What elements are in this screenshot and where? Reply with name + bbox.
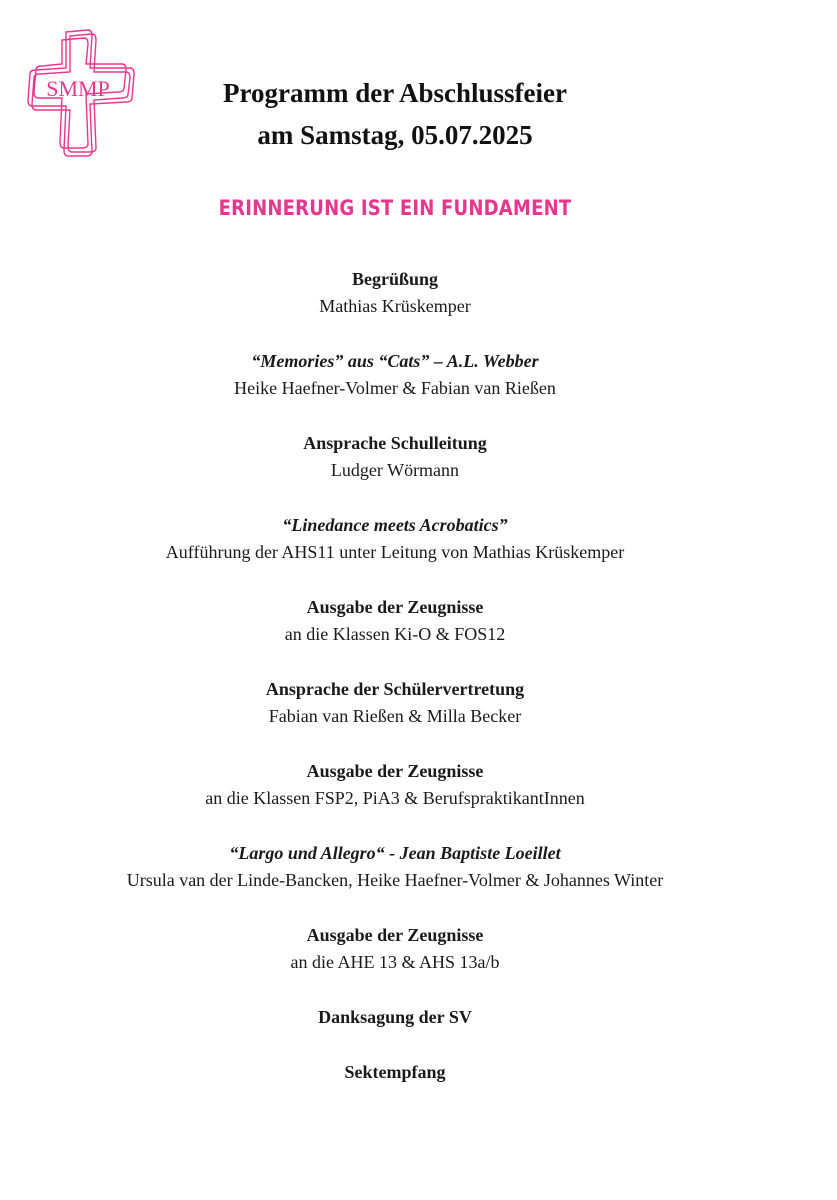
program-item-subtitle: Ursula van der Linde-Bancken, Heike Haefner-Volmer & Johannes Winter [126,870,664,890]
program-item-subtitle: an die Klassen Ki-O & FOS12 [284,624,506,644]
program-item-subtitle: Fabian van Rießen & Milla Becker [268,706,522,726]
program-item-title: Ausgabe der Zeugnisse [306,761,484,781]
program-item-title: Sektempfang [344,1062,446,1082]
program-item [0,266,790,320]
program-item [0,348,790,402]
program-item-title: Ansprache der Schülervertretung [265,679,525,699]
program-item [0,840,790,894]
program-item-subtitle: an die Klassen FSP2, PiA3 & BerufspraktikantInnen [205,788,585,808]
smmp-logo [26,28,136,160]
program-item-subtitle: an die AHE 13 & AHS 13a/b [290,952,500,972]
program-item-title: Ausgabe der Zeugnisse [306,925,484,945]
program-item-title: Ansprache Schulleitung [303,433,487,453]
program-item-subtitle: Heike Haefner-Volmer & Fabian van Rießen [234,378,556,398]
program-item [0,512,790,566]
page-title: Programm der Abschlussfeier [223,78,567,108]
program-item-subtitle: Aufführung der AHS11 unter Leitung von Mathias Krüskemper [165,542,625,562]
program-item [0,676,790,730]
program-item [0,1059,790,1086]
program-item-subtitle: Mathias Krüskemper [319,296,471,316]
program-item-title: “Largo und Allegro“ - Jean Baptiste Loeillet [229,843,561,863]
motto-heading: ERINNERUNG IST EIN FUNDAMENT [218,196,572,220]
logo-text: SMMP [46,76,110,101]
page-header [150,72,640,156]
program-item-subtitle: Ludger Wörmann [330,460,460,480]
page-date: am Samstag, 05.07.2025 [257,120,533,150]
program-item-title: Ausgabe der Zeugnisse [306,597,484,617]
program-item [0,758,790,812]
program-list [0,266,790,1114]
program-item [0,1004,790,1031]
program-item-title: Begrüßung [351,269,439,289]
program-item-title: “Memories” aus “Cats” – A.L. Webber [251,351,539,371]
program-item-title: “Linedance meets Acrobatics” [282,515,508,535]
program-item [0,430,790,484]
program-item [0,922,790,976]
program-item-title: Danksagung der SV [318,1007,472,1027]
program-item [0,594,790,648]
